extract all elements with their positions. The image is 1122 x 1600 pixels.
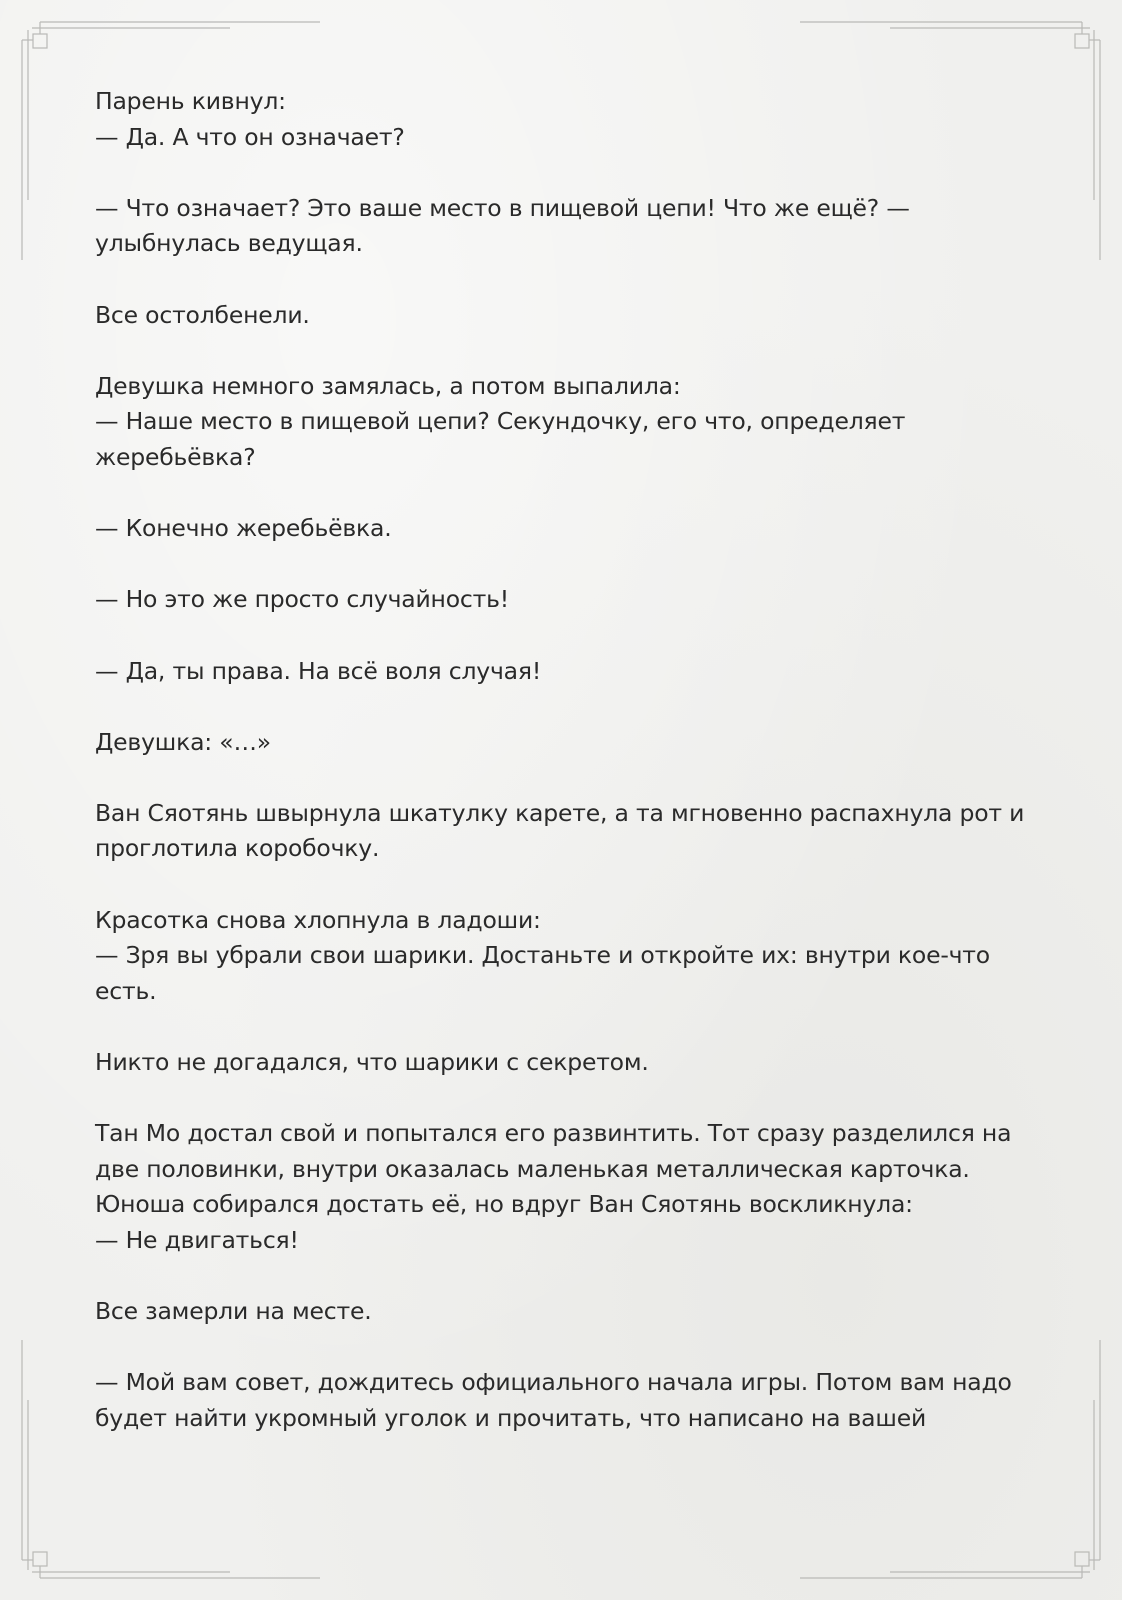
text-line: Все остолбенели. — [95, 300, 310, 329]
text-line: проглотила коробочку. — [95, 834, 380, 863]
text-line: — Да. А что он означает? — [95, 122, 405, 151]
paragraph-4 — [95, 369, 1035, 476]
text-line: — Зря вы убрали свои шарики. Достаньте и откройте их: внутри кое-что — [95, 941, 990, 970]
text-line: будет найти укромный уголок и прочитать, что написано на вашей — [95, 1403, 927, 1432]
text-line: Красотка снова хлопнула в ладоши: — [95, 905, 541, 934]
paragraph-11 — [95, 1045, 1035, 1081]
paragraph-2 — [95, 191, 1035, 262]
paragraph-6 — [95, 582, 1035, 618]
body-text — [95, 84, 1035, 1472]
paragraph-5 — [95, 511, 1035, 547]
text-line: жеребьёвка? — [95, 442, 256, 471]
text-line: — Мой вам совет, дождитесь официального начала игры. Потом вам надо — [95, 1368, 1012, 1397]
paragraph-12 — [95, 1116, 1035, 1258]
text-line: Тан Мо достал свой и попытался его развинтить. Тот сразу разделился на — [95, 1119, 1012, 1148]
text-line: — Что означает? Это ваше место в пищевой цепи! Что же ещё? — — [95, 193, 910, 222]
text-line: — Да, ты права. На всё воля случая! — [95, 656, 542, 685]
text-line: Все замерли на месте. — [95, 1297, 372, 1326]
text-line: — Наше место в пищевой цепи? Секундочку, его что, определяет — [95, 407, 906, 436]
text-line: — Конечно жеребьёвка. — [95, 514, 392, 543]
text-line: есть. — [95, 976, 157, 1005]
text-line: улыбнулась ведущая. — [95, 229, 363, 258]
text-line: Никто не догадался, что шарики с секретом. — [95, 1048, 649, 1077]
text-line: Парень кивнул: — [95, 87, 286, 115]
text-line: Девушка немного замялась, а потом выпалила: — [95, 371, 681, 400]
text-line: две половинки, внутри оказалась маленькая металлическая карточка. — [95, 1154, 970, 1183]
paragraph-13 — [95, 1294, 1035, 1330]
paragraph-14 — [95, 1365, 1035, 1436]
text-line: Юноша собирался достать её, но вдруг Ван Сяотянь воскликнула: — [95, 1190, 913, 1219]
text-line: Девушка: «…» — [95, 727, 271, 756]
paragraph-7 — [95, 654, 1035, 690]
paragraph-10 — [95, 903, 1035, 1010]
text-line: Ван Сяотянь швырнула шкатулку карете, а та мгновенно распахнула рот и — [95, 798, 1025, 827]
text-line: — Не двигаться! — [95, 1226, 299, 1254]
paragraph-9 — [95, 796, 1035, 867]
paragraph-8 — [95, 725, 1035, 761]
text-line: — Но это же просто случайность! — [95, 585, 509, 614]
paragraph-3 — [95, 298, 1035, 334]
paragraph-1 — [95, 84, 1035, 155]
